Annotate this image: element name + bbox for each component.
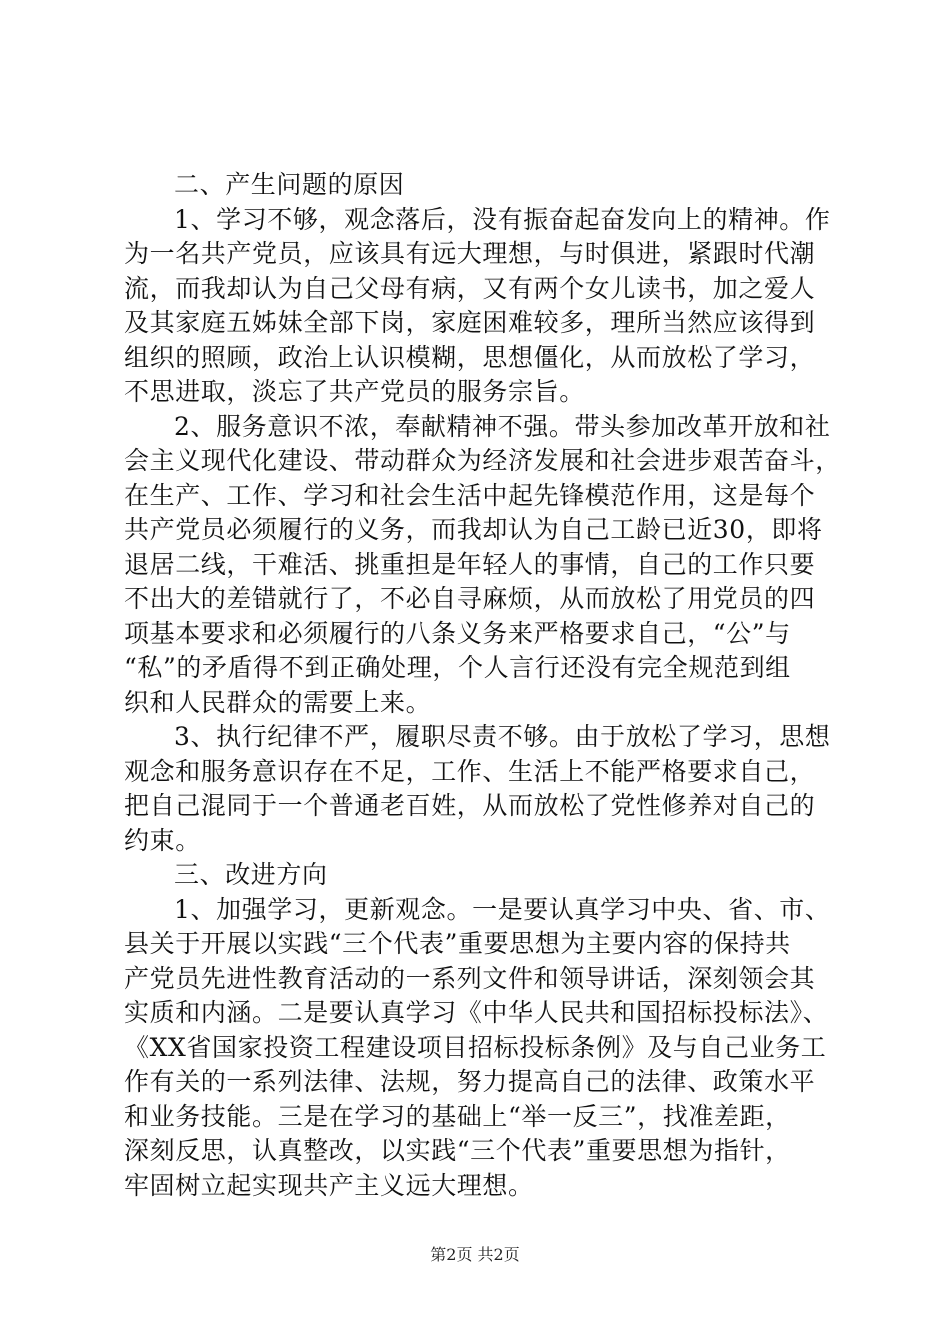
paragraph-line: “私”的矛盾得不到正确处理，个人言行还没有完全规范到组: [124, 653, 791, 682]
paragraph-line: 约束。: [124, 825, 201, 855]
paragraph-line: 组织的照顾，政治上认识模糊，思想僵化，从而放松了学习，: [124, 342, 816, 372]
document-body: [124, 168, 841, 1203]
paragraph-line: 不出大的差错就行了，不必自寻麻烦，从而放松了用党员的四: [124, 584, 816, 613]
paragraph-line: 1、加强学习，更新观念。一是要认真学习中央、省、市、: [174, 894, 831, 924]
paragraph-line: 会主义现代化建设、带动群众为经济发展和社会进步艰苦奋斗，: [124, 446, 841, 475]
paragraph-line: 《XX省国家投资工程建设项目招标投标条例》及与自己业务工: [124, 1032, 827, 1062]
paragraph-line: 深刻反思，认真整改，以实践“三个代表”重要思想为指针，: [124, 1136, 791, 1165]
paragraph-line: 县关于开展以实践“三个代表”重要思想为主要内容的保持共: [124, 929, 791, 958]
section-heading: 二、产生问题的原因: [174, 170, 405, 199]
paragraph-line: 把自己混同于一个普通老百姓，从而放松了党性修养对自己的: [124, 791, 816, 820]
paragraph-line: 不思进取，淡忘了共产党员的服务宗旨。: [124, 377, 585, 406]
paragraph-line: 流，而我却认为自己父母有病，又有两个女儿读书，加之爱人: [124, 273, 816, 303]
page-number-footer: 第2页 共2页: [430, 1245, 520, 1264]
paragraph-line: 为一名共产党员，应该具有远大理想，与时俱进，紧跟时代潮: [124, 239, 816, 268]
paragraph-line: 3、执行纪律不严，履职尽责不够。由于放松了学习，思想: [174, 722, 831, 751]
paragraph-line: 2、服务意识不浓，奉献精神不强。带头参加改革开放和社: [174, 411, 831, 441]
paragraph-line: 产党员先进性教育活动的一系列文件和领导讲话，深刻领会其: [124, 963, 816, 993]
paragraph-line: 在生产、工作、学习和社会生活中起先锋模范作用，这是每个: [124, 480, 816, 510]
paragraph-line: 观念和服务意识存在不足，工作、生活上不能严格要求自己，: [124, 756, 816, 786]
paragraph-line: 及其家庭五姊妹全部下岗，家庭困难较多，理所当然应该得到: [124, 308, 816, 337]
paragraph-line: 作有关的一系列法律、法规，努力提高自己的法律、政策水平: [124, 1067, 816, 1096]
paragraph-line: 项基本要求和必须履行的八条义务来严格要求自己，“公”与: [124, 618, 791, 648]
paragraph-line: 牢固树立起实现共产主义远大理想。: [124, 1170, 534, 1200]
paragraph-line: 退居二线，干难活、挑重担是年轻人的事情，自己的工作只要: [124, 549, 816, 579]
paragraph-line: 织和人民群众的需要上来。: [124, 687, 432, 717]
paragraph-line: 共产党员必须履行的义务，而我却认为自己工龄已近30，即将: [124, 515, 823, 544]
paragraph-line: 和业务技能。三是在学习的基础上“举一反三”，找准差距，: [124, 1101, 791, 1131]
paragraph-line: 1、学习不够，观念落后，没有振奋起奋发向上的精神。作: [174, 204, 831, 234]
paragraph-line: 实质和内涵。二是要认真学习《中华人民共和国招标投标法》、: [124, 998, 829, 1027]
section-heading: 三、改进方向: [174, 860, 328, 889]
